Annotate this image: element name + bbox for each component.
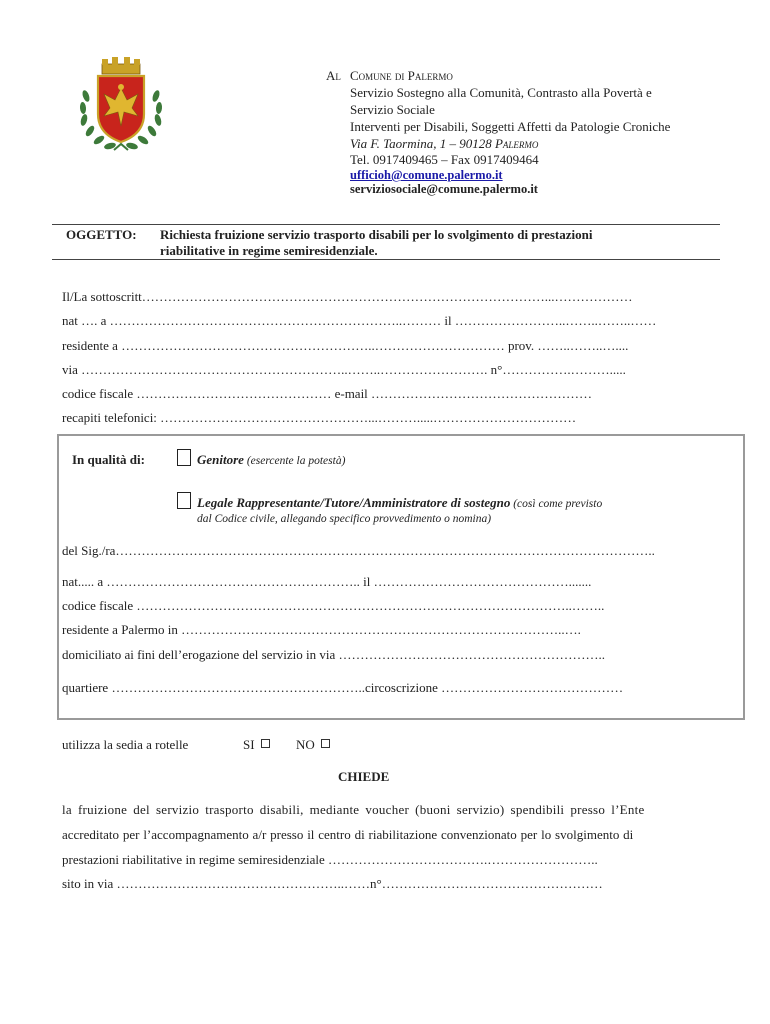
address-city: Palermo	[494, 136, 539, 151]
address-street: Via F. Taormina, 1 – 90128	[350, 136, 495, 151]
field-domiciliato[interactable]: domiciliato ai fini dell’erogazione del servizio in via ……………………………………………………..	[62, 647, 606, 662]
option-genitore-note: (esercente la potestà)	[243, 455, 346, 467]
address-line	[350, 136, 538, 152]
subject-label: OGGETTO:	[66, 227, 137, 242]
recipient-prefix: Al	[326, 68, 341, 83]
subject-line-2: riabilitative in regime semiresidenziale.	[160, 243, 378, 258]
chiede-line-3[interactable]: prestazioni riabilitative in regime semiresidenziale ……………………………….……………………..	[62, 852, 598, 867]
service-line-3: Interventi per Disabili, Soggetti Affetti da Patologie Croniche	[350, 119, 671, 134]
option-no[interactable]	[296, 737, 330, 753]
field-via[interactable]: via ……………………………………………………..……..……………………. n°…………….……….....	[62, 362, 626, 377]
subject-top-rule	[52, 224, 720, 225]
email-ufficioh-link[interactable]: ufficioh@comune.palermo.it	[350, 168, 503, 182]
field-quartiere-circoscrizione[interactable]: quartiere …………………………………………………..circoscrizione ……………………………………	[62, 680, 624, 695]
chiede-title: CHIEDE	[338, 769, 390, 784]
field-sottoscritto[interactable]: Il/La sottoscritt…………………………………………………………………………………...………………	[62, 289, 633, 304]
chiede-line-2: accreditato per l’accompagnamento a/r presso il centro di riabilitazione convenzionato per lo svolgimento di	[62, 827, 634, 842]
phone-fax: Tel. 0917409465 – Fax 0917409464	[350, 152, 539, 167]
service-line-1: Servizio Sostegno alla Comunità, Contrasto alla Povertà e	[350, 85, 652, 100]
checkbox-no[interactable]	[321, 739, 330, 748]
field-residente[interactable]: residente a …………………………………………………..………………………… prov. ……..……..…....	[62, 338, 629, 353]
chiede-line-1: la fruizione del servizio trasporto disabili, mediante voucher (buoni servizio) spendibili presso l’Ente	[62, 802, 645, 817]
option-legale-note: (così come previsto	[510, 498, 603, 510]
email-serviziosociale: serviziosociale@comune.palermo.it	[350, 182, 538, 196]
recipient-name: Comune di Palermo	[350, 68, 453, 83]
option-legale-label: Legale Rappresentante/Tutore/Amministratore di sostegno	[197, 495, 511, 510]
option-si[interactable]	[243, 737, 270, 753]
field-recapiti-telefonici[interactable]: recapiti telefonici: …………………………………………...……….....……………………………	[62, 410, 577, 425]
option-no-label: NO	[296, 737, 315, 752]
option-si-label: SI	[243, 737, 255, 752]
field-del-sig[interactable]: del Sig./ra……………………………………………………………………………………………………………..	[62, 543, 655, 558]
field-nato[interactable]: nat …. a …………………………………………………………..……… il ……………………..……..……..……	[62, 313, 657, 328]
service-line-2: Servizio Sociale	[350, 102, 435, 117]
field-residente-palermo[interactable]: residente a Palermo in ……………………………………………………………………………..….	[62, 622, 581, 637]
option-legale-note-2: dal Codice civile, allegando specifico provvedimento o nomina)	[197, 513, 492, 525]
field-codice-fiscale-email[interactable]: codice fiscale ……………………………………… e-mail ……………………………………………	[62, 386, 593, 401]
checkbox-genitore[interactable]	[177, 449, 191, 466]
option-legale-rappresentante	[197, 495, 602, 511]
option-genitore-label: Genitore	[197, 452, 244, 467]
field-beneficiario-nato[interactable]: nat..... a ………………………………………………….. il ……………………………………….......	[62, 574, 592, 589]
checkbox-si[interactable]	[261, 739, 270, 748]
chiede-line-4[interactable]: sito in via ……………………………………………..……n°……………………………………………	[62, 876, 603, 891]
sedia-rotelle-label: utilizza la sedia a rotelle	[62, 737, 189, 752]
option-genitore	[197, 452, 345, 468]
subject-line-1: Richiesta fruizione servizio trasporto disabili per lo svolgimento di prestazioni	[160, 227, 593, 242]
checkbox-legale-rappresentante[interactable]	[177, 492, 191, 509]
palermo-coat-of-arms-logo	[74, 56, 168, 154]
qualita-label: In qualità di:	[72, 452, 145, 467]
field-beneficiario-codice-fiscale[interactable]: codice fiscale ………………………………………………………………………………………..……..	[62, 598, 605, 613]
subject-bottom-rule	[52, 259, 720, 260]
